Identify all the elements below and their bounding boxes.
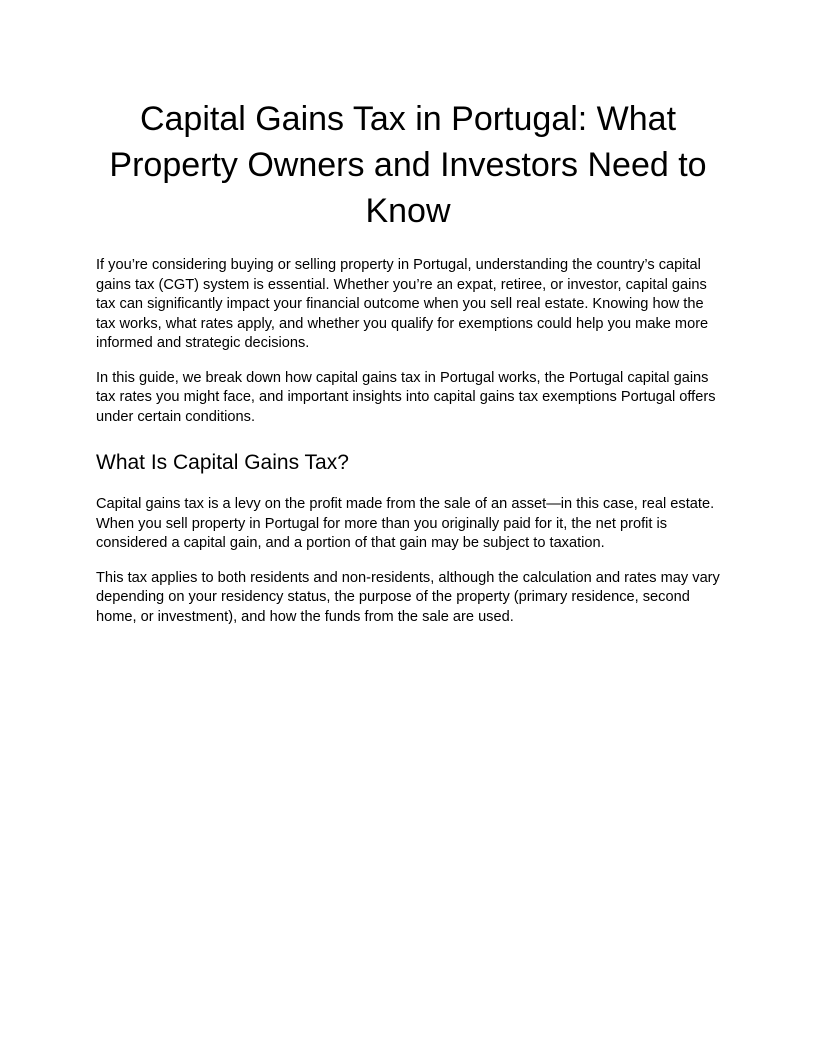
section-paragraph: Capital gains tax is a levy on the profit made from the sale of an asset—in this case, real estate. When you sell property in Portugal for more than you originally paid for it, the net profit is considered a capital gain, and a portion of that gain may be subject to taxation. xyxy=(96,496,715,551)
document-title: Capital Gains Tax in Portugal: What Property Owners and Investors Need to Know xyxy=(109,100,707,230)
intro-paragraph: If you’re considering buying or selling property in Portugal, understanding the country’s capital gains tax (CGT) system is essential. Whether you’re an expat, retiree, or investor, capital gains tax can significantly impact your financial outcome when you sell real estate. Knowing how the tax works, what rates apply, and whether you qualify for exemptions could help you make more informed and strategic decisions. xyxy=(96,257,709,351)
section-heading: What Is Capital Gains Tax? xyxy=(96,451,349,474)
document-page xyxy=(96,96,720,642)
intro-paragraph: In this guide, we break down how capital gains tax in Portugal works, the Portugal capital gains tax rates you might face, and important insights into capital gains tax exemptions Portugal offers under certain conditions. xyxy=(96,369,716,425)
section-paragraph: This tax applies to both residents and non-residents, although the calculation and rates may vary depending on your residency status, the purpose of the property (primary residence, second home, or investment), and how the funds from the sale are used. xyxy=(96,569,720,625)
